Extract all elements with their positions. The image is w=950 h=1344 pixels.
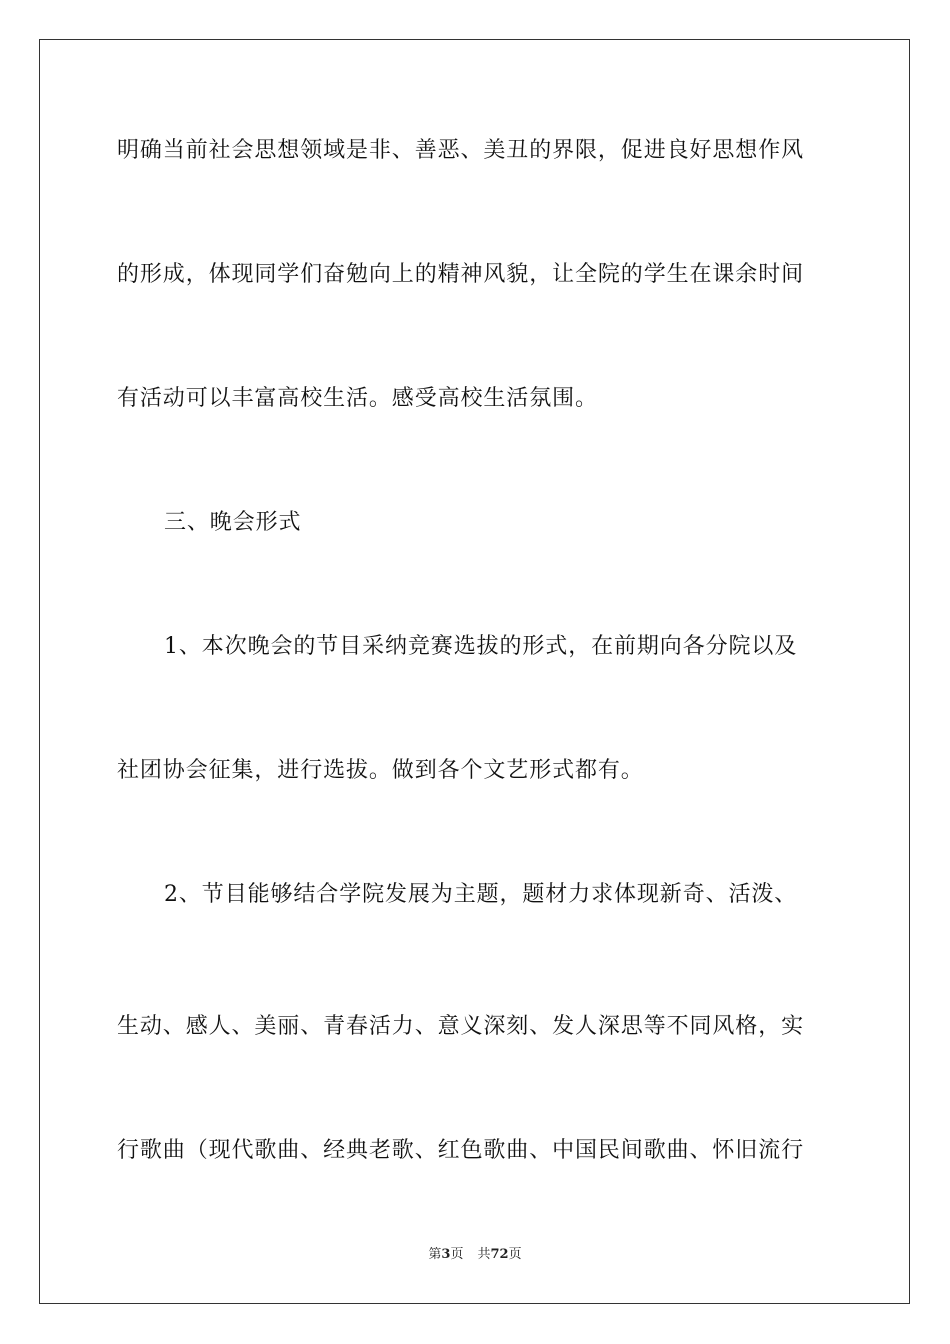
page-footer [0, 1246, 950, 1264]
body-text-line: 社团协会征集，进行选拔。做到各个文艺形式都有。 [117, 758, 644, 783]
section-heading: 三、晚会形式 [164, 510, 302, 535]
footer-page-prefix: 第 [428, 1247, 442, 1262]
body-text-line: 的形成，体现同学们奋勉向上的精神风貌，让全院的学生在课余时间 [117, 262, 805, 287]
footer-page-suffix: 页 [450, 1247, 464, 1262]
body-text-line: 生动、感人、美丽、青春活力、意义深刻、发人深思等不同风格，实 [117, 1014, 805, 1039]
footer-total-suffix: 页 [508, 1247, 522, 1262]
body-text-line: 明确当前社会思想领域是非、善恶、美丑的界限，促进良好思想作风 [117, 138, 805, 163]
footer-total-prefix: 共 [477, 1247, 491, 1262]
body-text-line: 1、本次晚会的节目采纳竞赛选拔的形式，在前期向各分院以及 [164, 634, 798, 659]
page-border [39, 39, 910, 1304]
body-text-line: 行歌曲（现代歌曲、经典老歌、红色歌曲、中国民间歌曲、怀旧流行 [117, 1138, 805, 1163]
footer-total-pages: 72 [490, 1247, 509, 1262]
body-text-line: 2、节目能够结合学院发展为主题，题材力求体现新奇、活泼、 [164, 882, 798, 907]
footer-page-number: 3 [441, 1247, 451, 1262]
body-text-line: 有活动可以丰富高校生活。感受高校生活氛围。 [117, 386, 598, 411]
